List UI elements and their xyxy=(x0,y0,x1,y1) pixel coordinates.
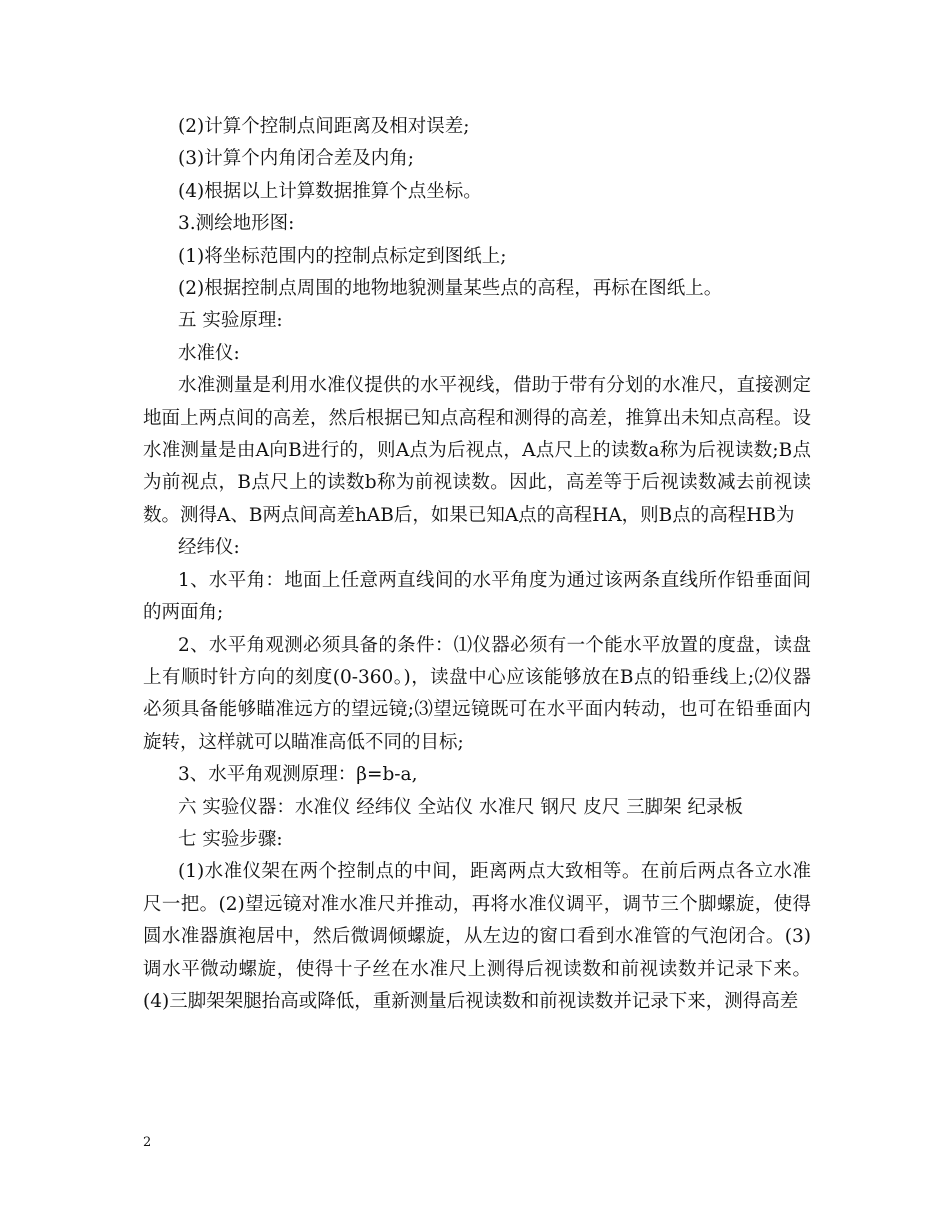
paragraph: (2)根据控制点周围的地物地貌测量某些点的高程，再标在图纸上。 xyxy=(178,278,723,300)
paragraph: (1)水准仪架在两个控制点的中间，距离两点大致相等。在前后两点各立水准尺一把。(2)望远镜对准水准尺并推动，再将水准仪调平，调节三个脚螺旋，使得圆水准器旗袍居中，然后微调倾螺旋，从左边的窗口看到水准管的气泡闭合。(3)调水平微动螺旋，使得十子丝在水准尺上测得后视读数和前视读数并记录下来。(4)三脚架架腿抬高或降低，重新测量后视读数和前视读数并记录下来，测得高差 xyxy=(143,861,811,1012)
paragraph: (4)根据以上计算数据推算个点坐标。 xyxy=(178,180,482,202)
paragraph: (1)将坐标范围内的控制点标定到图纸上; xyxy=(178,245,507,267)
paragraph: 1、水平角：地面上任意两直线间的水平角度为通过该两条直线所作铅垂面间的两面角; xyxy=(143,569,811,624)
section-heading: 六 实验仪器：水准仪 经纬仪 全站仪 水准尺 钢尺 皮尺 三脚架 纪录板 xyxy=(178,796,744,818)
section-heading: 五 实验原理: xyxy=(178,310,283,332)
paragraph: 水准测量是利用水准仪提供的水平视线，借助于带有分划的水准尺，直接测定地面上两点间的高差，然后根据已知点高程和测得的高差，推算出未知点高程。设水准测量是由A向B进行的，则A点为后视点，A点尺上的读数a称为后视读数;B点为前视点，B点尺上的读数b称为前视读数。因此，高差等于后视读数减去前视读数。测得A、B两点间高差hAB后，如果已知A点的高程HA，则B点的高程HB为 xyxy=(143,375,811,526)
paragraph: (2)计算个控制点间距离及相对误差; xyxy=(178,116,470,137)
section-heading: 3.测绘地形图: xyxy=(178,213,295,235)
paragraph: 2、水平角观测必须具备的条件：⑴仪器必须有一个能水平放置的度盘，读盘上有顺时针方向的刻度(0-360。)，读盘中心应该能够放在B点的铅垂线上;⑵仪器必须具备能够瞄准远方的望远镜;⑶望远镜既可在水平面内转动，也可在铅垂面内旋转，这样就可以瞄准高低不同的目标; xyxy=(143,634,811,753)
subsection-heading: 水准仪: xyxy=(178,342,240,364)
body-text xyxy=(143,111,811,1018)
section-heading: 七 实验步骤: xyxy=(178,828,283,850)
page-number: 2 xyxy=(143,1135,152,1150)
subsection-heading: 经纬仪: xyxy=(178,537,240,559)
paragraph: (3)计算个内角闭合差及内角; xyxy=(178,148,414,170)
paragraph: 3、水平角观测原理：β=b-a, xyxy=(178,764,418,786)
